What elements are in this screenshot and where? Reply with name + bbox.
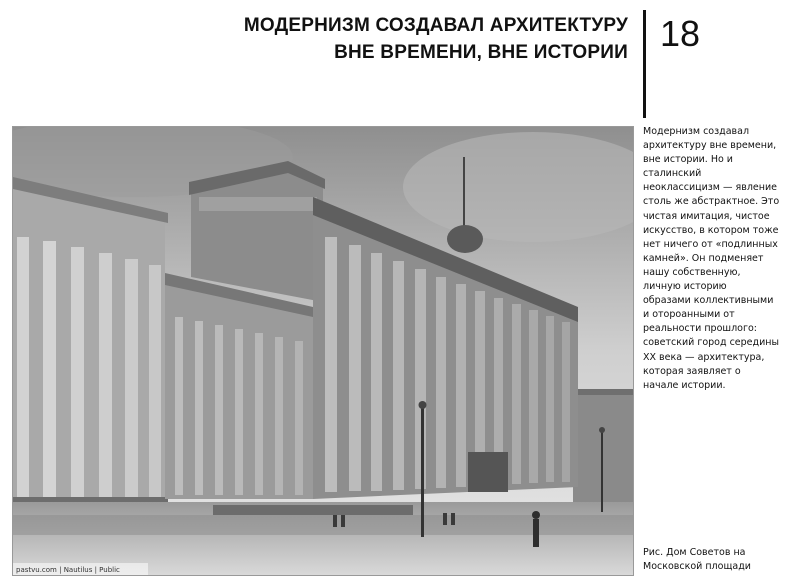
body-line: нашу собственную, — [643, 266, 741, 278]
body-line: сталинский — [643, 168, 702, 180]
caption-line: Рис. Дом Советов на — [643, 547, 746, 558]
body-line: архитектуру вне времени, — [643, 140, 777, 152]
slide-title — [244, 12, 628, 66]
body-line: начале истории. — [643, 379, 726, 391]
photo-house-of-soviets — [12, 126, 634, 576]
left-wing — [13, 177, 168, 515]
body-line: столь же абстрактное. Это — [643, 196, 780, 208]
title-line-2: ВНЕ ВРЕМЕНИ, ВНЕ ИСТОРИИ — [334, 42, 628, 63]
body-line: советский город середины — [643, 337, 779, 349]
body-line: образами коллективными — [643, 295, 774, 307]
title-line-1: МОДЕРНИЗМ СОЗДАВАЛ АРХИТЕКТУРУ — [243, 15, 628, 36]
body-line: искусство, в котором тоже — [643, 224, 779, 236]
page-number: 18 — [660, 13, 701, 54]
body-line: которая заявляет о — [643, 365, 741, 377]
body-line: Модернизм создавал — [643, 126, 750, 137]
body-line: реальности прошлого: — [643, 323, 757, 335]
body-line: личную историю — [643, 281, 727, 293]
body-line: нет ничего от «подлинных — [643, 238, 778, 250]
body-line: чистая имитация, чистое — [643, 210, 770, 222]
vertical-divider — [643, 10, 646, 118]
body-line: неоклассицизм — явление — [643, 182, 777, 194]
body-text — [643, 125, 795, 393]
body-line: и отороанными от — [643, 309, 735, 321]
body-line: камней». Он подменяет — [643, 252, 764, 264]
photo-caption — [643, 546, 793, 574]
body-line: XX века — архитектура, — [643, 351, 765, 363]
caption-line: Московской площади — [643, 561, 751, 572]
photo-watermark: pastvu.com | Nautilus | Public — [16, 566, 120, 574]
middle-block — [165, 273, 313, 499]
body-line: вне истории. Но и — [643, 154, 733, 166]
